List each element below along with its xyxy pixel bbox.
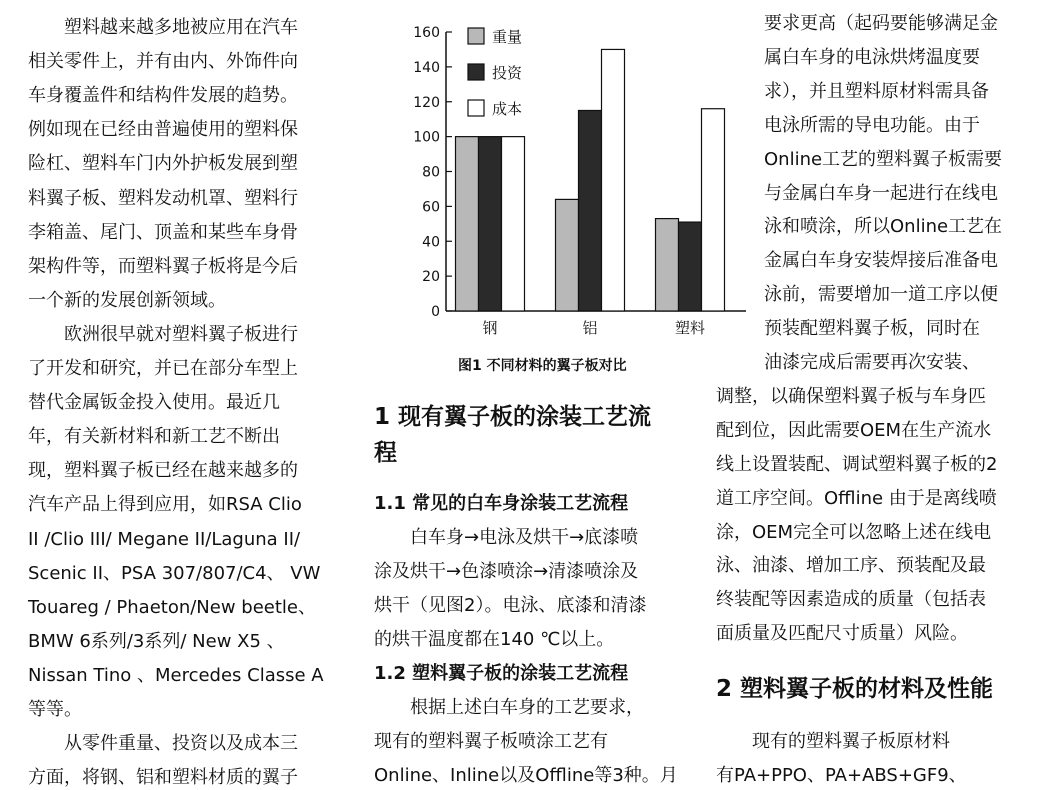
text-line: 线上设置装配、调试塑料翼子板的2 [716,453,998,475]
text-line: Online、Inline以及Offline等3种。月 [374,765,678,786]
text-line: 等等。 [28,699,82,720]
text-line: 道工序空间。Offline 由于是离线喷 [716,487,997,509]
text-line: 料翼子板、塑料发动机罩、塑料行 [28,187,298,209]
text-line: 从零件重量、投资以及成本三 [28,733,298,755]
text-line: 金属白车身安装焊接后准备电 [764,250,998,272]
bar-塑料-成本 [702,109,725,311]
text-line: 根据上述白车身的工艺要求， [374,697,644,718]
text-line: 白车身→电泳及烘干→底漆喷 [374,527,639,548]
bar-钢-投资 [479,137,502,311]
bar-chart [398,16,748,356]
y-tick-label: 40 [422,234,440,251]
text-line: 汽车产品上得到应用，如RSA Clio [28,494,302,516]
section1-heading-cont: 程 [374,440,397,466]
text-line: 烘干（见图2）。电泳、底漆和清漆 [374,595,647,616]
legend-swatch [468,64,484,80]
text-line: Touareg / Phaeton/New beetle、 [28,596,316,618]
text-line: 现有的塑料翼子板原材料 [716,731,950,752]
y-tick-label: 140 [413,59,440,76]
text-line: 泳和喷涂，所以Online工艺在 [764,216,1003,238]
text-line: 相关零件上，并有由内、外饰件向 [28,51,298,73]
text-line: 方面，将钢、铝和塑料材质的翼子 [28,767,298,789]
text-line: 属白车身的电泳烘烤温度要 [764,46,980,68]
bar-钢-成本 [502,137,525,311]
y-tick-label: 160 [413,25,440,41]
text-line: 泳前，需要增加一道工序以便 [764,284,998,306]
text-line: 要求更高（起码要能够满足金 [764,13,998,34]
text-line: 险杠、塑料车门内外护板发展到塑 [28,153,298,175]
text-line: 一个新的发展创新领域。 [28,289,226,311]
text-line: 有PA+PPO、PA+ABS+GF9、 [716,765,967,786]
text-line: 了开发和研究，并已在部分车型上 [28,358,298,379]
text-line: 油漆完成后需要再次安装、 [764,352,980,373]
legend-label: 成本 [492,100,523,118]
figure-caption: 图1 不同材料的翼子板对比 [458,358,627,374]
text-line: 涂及烘干→色漆喷涂→清漆喷涂及 [374,561,639,582]
legend-swatch [468,100,484,116]
text-line: 年，有关新材料和新工艺不断出 [28,426,280,448]
bar-塑料-重量 [656,219,679,311]
legend-label: 重量 [492,28,523,46]
text-line: 车身覆盖件和结构件发展的趋势。 [28,85,298,107]
text-line: 的烘干温度都在140 ℃以上。 [374,629,615,650]
text-line: 塑料越来越多地被应用在汽车 [28,17,298,38]
x-tick-label: 塑料 [674,319,706,337]
text-line: 替代金属钣金投入使用。最近几 [28,392,280,414]
section2-heading: 2 塑料翼子板的材料及性能 [716,676,994,702]
bar-铝-投资 [579,110,602,311]
legend-swatch [468,28,484,44]
text-line: 与金属白车身一起进行在线电 [764,182,998,204]
y-tick-label: 80 [422,164,440,181]
text-line: 终装配等因素造成的质量（包括表 [716,589,986,611]
text-line: 涂，OEM完全可以忽略上述在线电 [716,521,992,543]
subsection-1-1-heading: 1.1 常见的白车身涂装工艺流程 [374,493,629,514]
y-tick-label: 120 [413,94,440,111]
bar-铝-重量 [556,199,579,311]
text-line: 电泳所需的导电功能。由于 [764,114,980,136]
text-line: 现，塑料翼子板已经在越来越多的 [28,460,298,482]
y-tick-label: 0 [431,304,440,320]
bar-塑料-投资 [679,222,702,311]
x-tick-label: 钢 [482,319,498,337]
bar-钢-重量 [456,137,479,311]
text-line: Scenic II、PSA 307/807/C4、 VW [28,562,321,584]
y-tick-label: 60 [422,199,440,216]
subsection-1-2-heading: 1.2 塑料翼子板的涂装工艺流程 [374,663,629,684]
text-line: 求），并且塑料原材料需具备 [764,80,989,102]
text-line: BMW 6系列/3系列/ New X5 、 [28,630,285,652]
text-line: 预装配塑料翼子板，同时在 [764,318,980,340]
text-line: 面质量及匹配尺寸质量）风险。 [716,623,968,645]
text-line: 配到位，因此需要OEM在生产流水 [716,419,992,441]
legend-label: 投资 [492,64,523,82]
text-line: 例如现在已经由普遍使用的塑料保 [28,119,298,141]
section1-heading: 1 现有翼子板的涂装工艺流 [374,404,652,430]
text-line: 架构件等，而塑料翼子板将是今后 [28,255,298,277]
x-tick-label: 铝 [582,319,598,337]
text-line: 现有的塑料翼子板喷涂工艺有 [374,731,608,752]
y-tick-label: 100 [413,129,440,146]
text-line: 泳、油漆、增加工序、预装配及最 [716,555,986,577]
text-line: Online工艺的塑料翼子板需要 [764,148,1003,170]
text-line: II /Clio III/ Megane II/Laguna II/ [28,528,301,550]
y-tick-label: 20 [422,269,440,286]
text-line: 调整，以确保塑料翼子板与车身匹 [716,385,986,407]
bar-铝-成本 [602,49,625,311]
text-line: 李箱盖、尾门、顶盖和某些车身骨 [28,221,298,243]
text-line: Nissan Tino 、Mercedes Classe A [28,664,324,686]
text-line: 欧洲很早就对塑料翼子板进行 [28,323,298,345]
